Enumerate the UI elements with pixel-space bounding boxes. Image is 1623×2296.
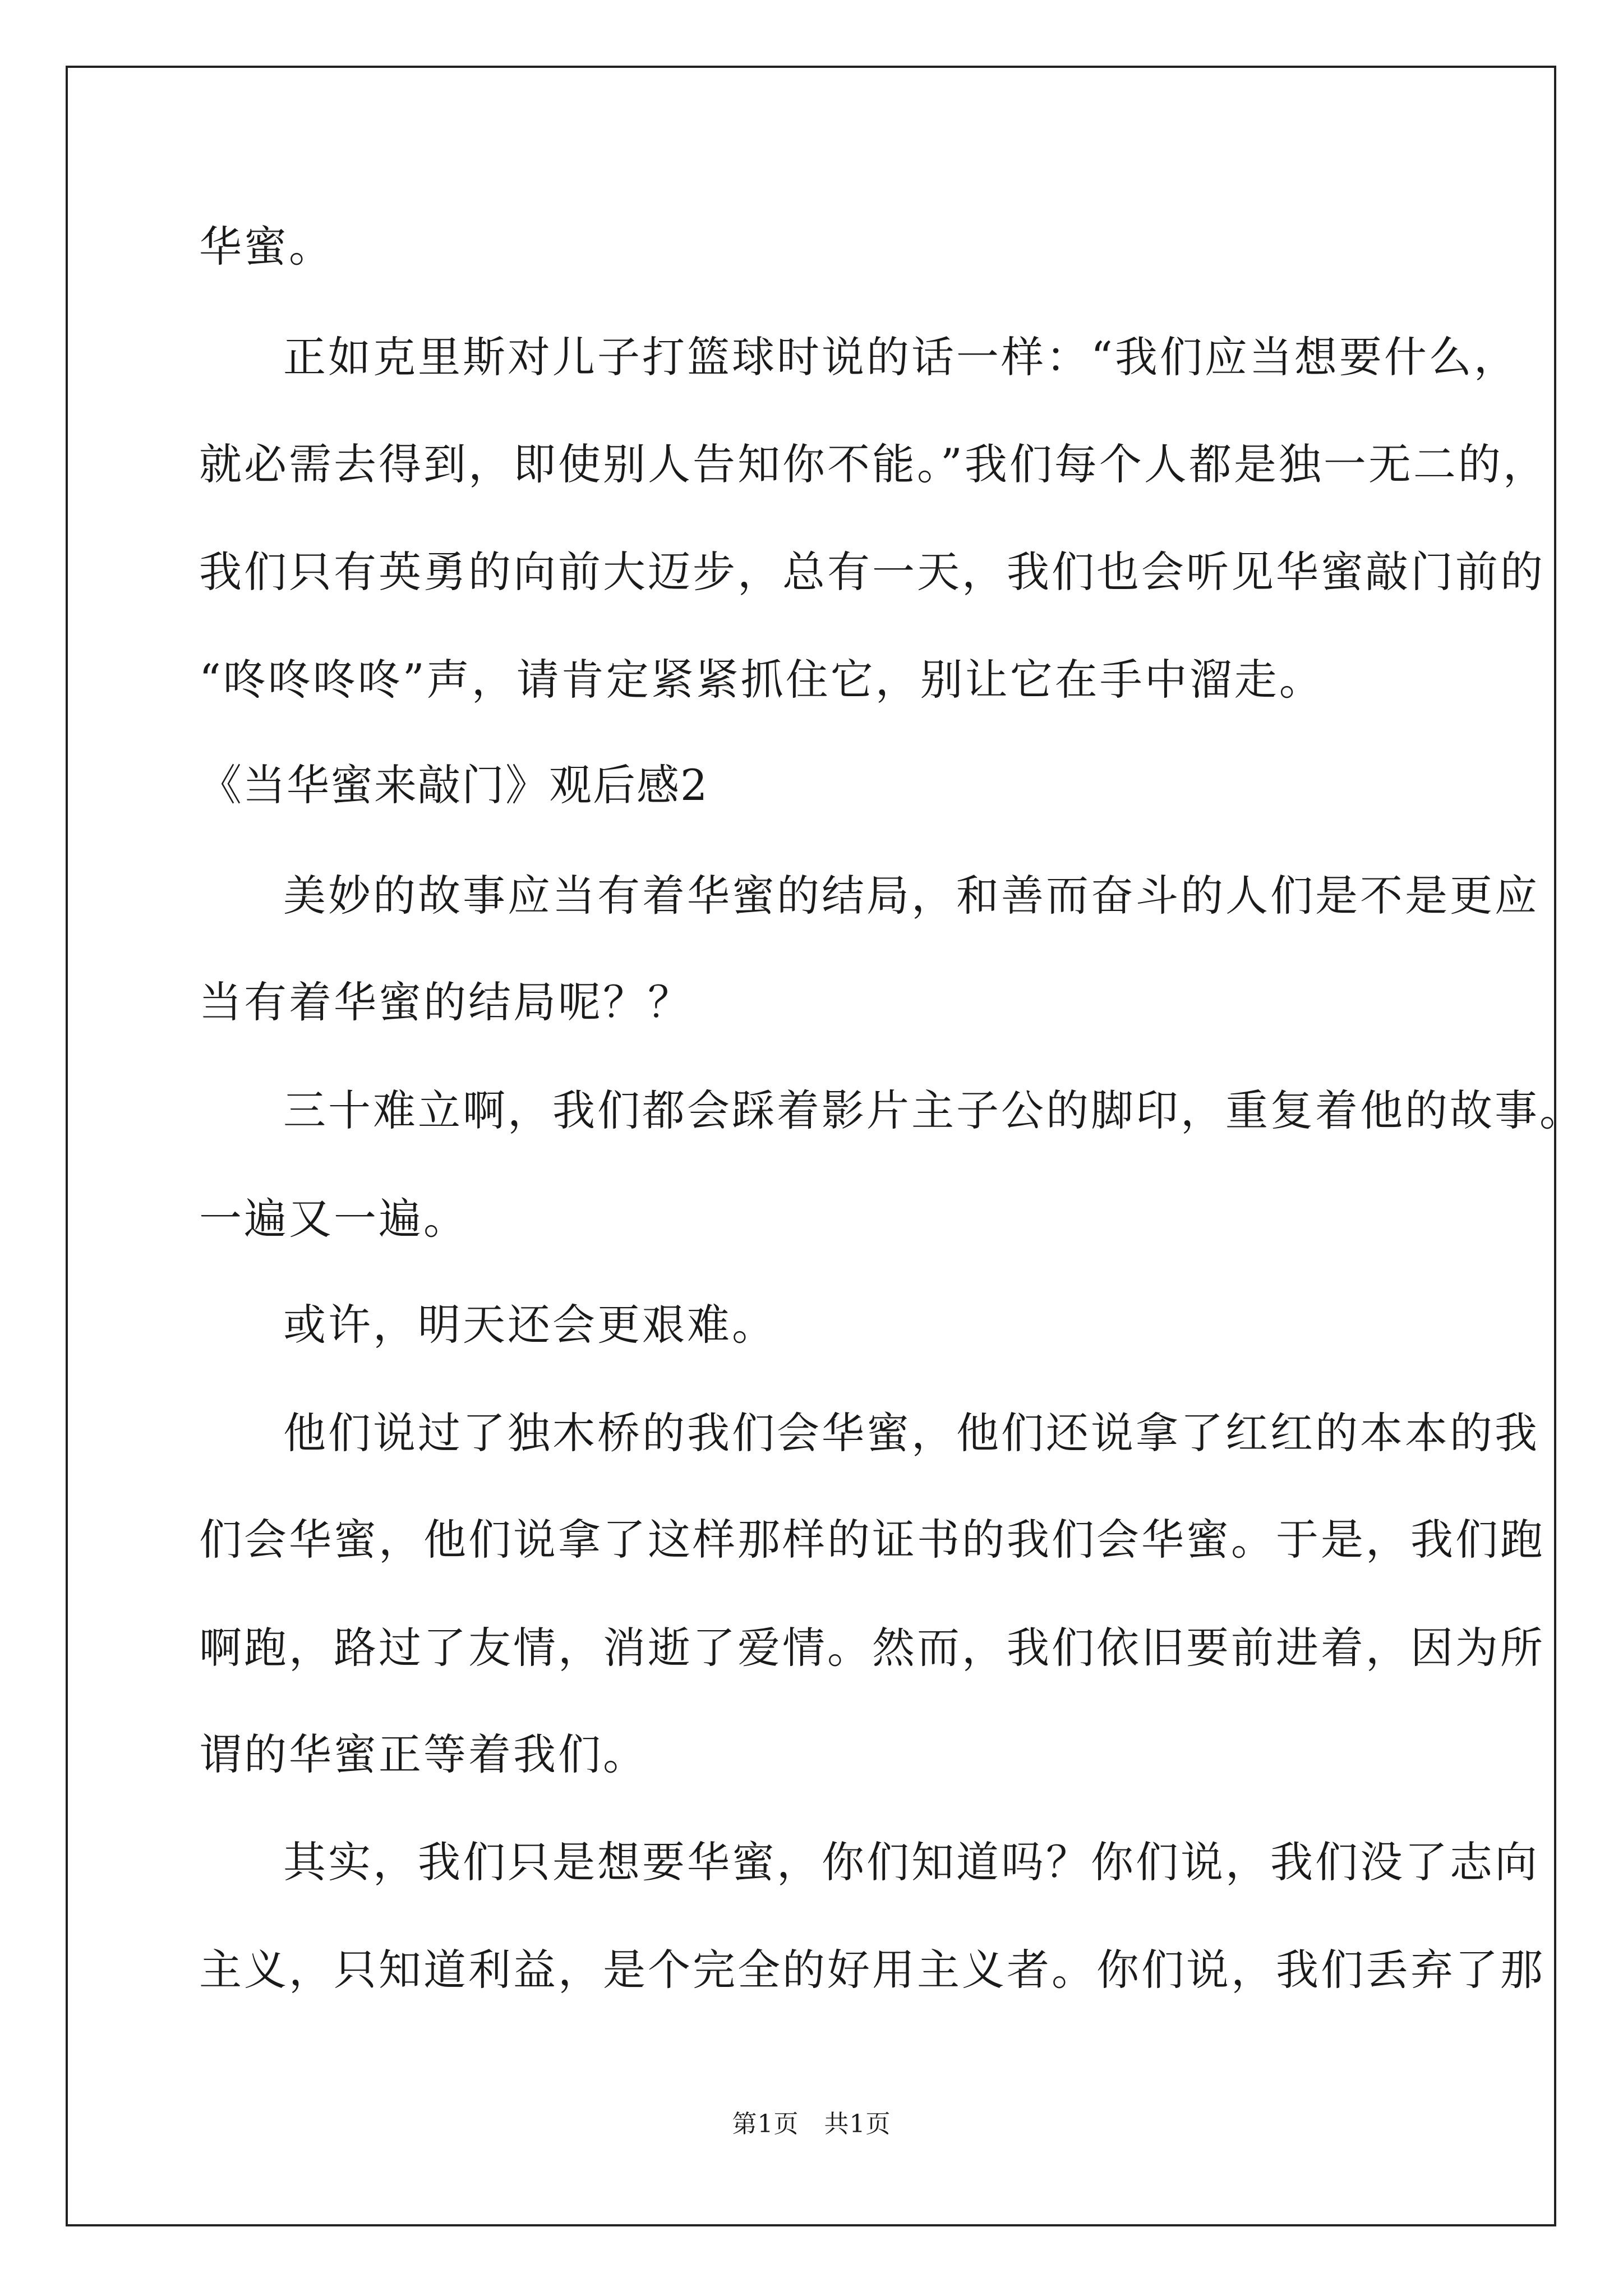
paragraph-first-line: 他们说过了独木桥的我们会华蜜，他们还说拿了红红的本本的我 xyxy=(283,1408,1539,1458)
text-line: 们会华蜜，他们说拿了这样那样的证书的我们会华蜜。于是，我们跑 xyxy=(199,1515,1545,1565)
text-line: “咚咚咚咚”声，请肯定紧紧抓住它，别让它在手中溜走。 xyxy=(199,655,1324,705)
text-line: 主义，只知道利益，是个完全的好用主义者。你们说，我们丢弃了那 xyxy=(199,1945,1545,1995)
text-line: 我们只有英勇的向前大迈步，总有一天，我们也会听见华蜜敲门前的 xyxy=(199,547,1545,597)
text-line: 啊跑，路过了友情，消逝了爱情。然而，我们依旧要前进着，因为所 xyxy=(199,1623,1545,1673)
section-heading: 《当华蜜来敲门》观后感2 xyxy=(199,760,709,810)
text-line: 当有着华蜜的结局呢？？ xyxy=(199,977,693,1027)
page-border xyxy=(66,66,1556,2226)
text-line: 就必需去得到，即使别人告知你不能。”我们每个人都是独一无二的， xyxy=(199,439,1548,489)
page-footer: 第1页 共1页 xyxy=(732,2110,891,2138)
text-line: 华蜜。 xyxy=(199,222,334,272)
paragraph-first-line: 美妙的故事应当有着华蜜的结局，和善而奋斗的人们是不是更应 xyxy=(283,871,1539,921)
text-line: 一遍又一遍。 xyxy=(199,1194,468,1244)
text-line: 谓的华蜜正等着我们。 xyxy=(199,1729,648,1779)
paragraph-first-line: 正如克里斯对儿子打篮球时说的话一样：“我们应当想要什么， xyxy=(283,332,1519,382)
paragraph-first-line: 三十难立啊，我们都会踩着影片主子公的脚印，重复着他的故事。 xyxy=(283,1085,1584,1135)
paragraph-first-line: 其实，我们只是想要华蜜，你们知道吗？你们说，我们没了志向 xyxy=(283,1837,1539,1887)
paragraph-first-line: 或许，明天还会更艰难。 xyxy=(283,1300,777,1350)
